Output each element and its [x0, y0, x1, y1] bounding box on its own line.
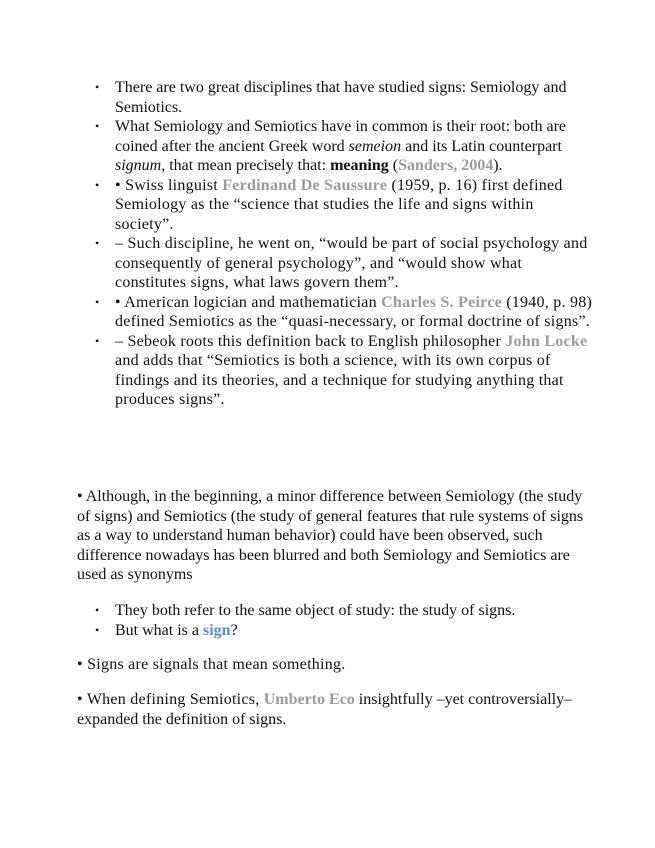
list-item-text: ? — [230, 621, 238, 639]
bullet-icon: • — [95, 236, 100, 250]
list-item — [95, 117, 595, 176]
list-item-text: – Sebeok roots this definition back to English philosopher — [115, 332, 506, 350]
list-item-text: (1959, p. 16) first defined Semiology as the “science that studies the life and signs within society”. — [115, 176, 563, 233]
list-item-text: and adds that “Semiotics is both a science, with its own corpus of findings and its theories, and a technique for studying anything that produces signs”. — [115, 352, 564, 408]
list-item-text: ). — [493, 157, 503, 174]
list-item — [95, 621, 595, 641]
list-item-text: (1940, p. 98) defined Semiotics as the “quasi-necessary, or formal doctrine of signs”. — [115, 293, 593, 330]
citation-link-sanders[interactable]: Sanders, 2004 — [398, 157, 494, 174]
citation-link-saussure[interactable]: Ferdinand De Saussure — [222, 176, 388, 194]
paragraph-text: • When defining Semiotics, — [77, 691, 264, 708]
list-item-text: – Such discipline, he went on, “would be part of social psychology and consequently of general psychology”, and “would show what constitutes signs, what laws govern them”. — [115, 235, 588, 291]
list-item — [95, 78, 595, 117]
list-item — [95, 234, 595, 293]
bullet-icon: • — [95, 622, 100, 637]
citation-link-eco[interactable]: Umberto Eco — [263, 691, 355, 708]
list-item-text: • Swiss linguist — [115, 176, 223, 194]
paragraph-text: insightfully –yet controversially– expanded the definition of signs. — [77, 691, 573, 728]
list-item-text: • American logician and mathematician — [115, 293, 382, 311]
list-item-text: What Semiology and Semiotics have in common is their root: both are coined after the ancient Greek word — [115, 118, 567, 155]
list-item-text: But what is a — [115, 621, 203, 639]
term-meaning: meaning — [330, 157, 389, 174]
paragraph-eco — [77, 690, 597, 729]
sign-link[interactable]: sign — [203, 621, 231, 639]
list-item-text: , that mean precisely that: — [161, 157, 331, 174]
paragraph-distinction: • Although, in the beginning, a minor difference between Semiology (the study of signs) and Semiotics (the study of general features that rule systems of signs as a way to understand human behavior) could have been observed, such difference nowadays has been blurred and both Semiology and Semiotics are used as synonyms — [77, 488, 584, 583]
bullet-list-secondary — [95, 601, 595, 640]
bullet-icon: • — [95, 333, 100, 348]
term-signum: signum — [115, 157, 162, 174]
bullet-icon: • — [95, 119, 100, 133]
list-item-text: They both refer to the same object of study: the study of signs. — [115, 602, 516, 619]
bullet-icon: • — [95, 177, 100, 192]
citation-link-locke[interactable]: John Locke — [505, 332, 588, 350]
bullet-icon: • — [95, 80, 100, 94]
bullet-icon: • — [95, 294, 100, 309]
list-item-text: ( — [388, 157, 399, 174]
list-item-text: There are two great disciplines that have studied signs: Semiology and Semiotics. — [115, 79, 567, 116]
paragraph-signs-definition: • Signs are signals that mean something. — [77, 656, 346, 673]
bullet-list-main — [95, 78, 595, 410]
list-item — [95, 332, 595, 410]
list-item-text: and its Latin counterpart — [401, 137, 562, 155]
list-item — [95, 176, 595, 235]
term-semeion: semeion — [348, 137, 402, 155]
list-item — [95, 293, 595, 332]
list-item — [95, 601, 595, 621]
bullet-icon: • — [95, 603, 100, 617]
citation-link-peirce[interactable]: Charles S. Peirce — [381, 293, 502, 311]
